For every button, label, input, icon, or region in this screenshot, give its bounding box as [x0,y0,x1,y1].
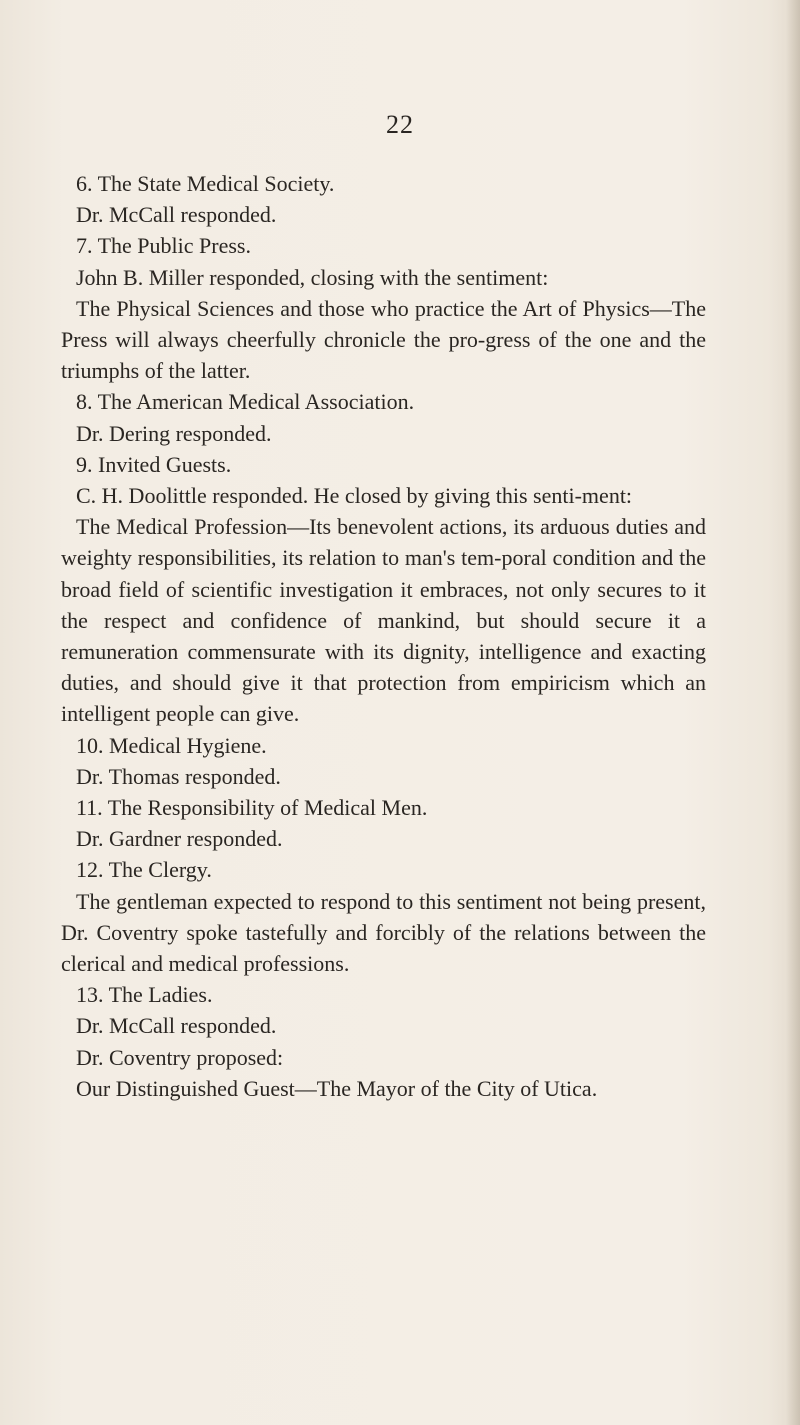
sentiment-paragraph: The Medical Profession—Its benevolent actions, its arduous duties and weighty responsibilities, its relation to man's tem-poral condition and the broad field of scientific investigation it embraces, not only secures to it the respect and confidence of mankind, but should secure it a remuneration commensurate with its dignity, intelligence and exacting duties, and should give it that protection from empiricism which an intelligent people can give. [61,514,706,727]
response-line: Dr. Thomas responded. [76,763,281,789]
sentiment-paragraph: The Physical Sciences and those who practice the Art of Physics—The Press will always cheerfully chronicle the pro-gress of the one and the triumphs of the latter. [61,295,706,384]
response-line: Dr. McCall responded. [76,1013,277,1039]
toast-item-13: 13. The Ladies. [76,982,213,1008]
toast-item-10: 10. Medical Hygiene. [76,732,267,758]
response-line: Dr. Coventry proposed: [76,1044,284,1070]
toast-item-11: 11. The Responsibility of Medical Men. [76,795,428,821]
response-line: C. H. Doolittle responded. He closed by giving this senti-ment: [76,483,633,509]
sentiment-paragraph: Our Distinguished Guest—The Mayor of the City of Utica. [76,1075,598,1101]
toast-item-12: 12. The Clergy. [76,857,212,883]
response-line: Dr. Dering responded. [76,420,272,446]
page-body [61,168,706,1104]
response-line: Dr. Gardner responded. [76,826,283,852]
response-line: Dr. McCall responded. [76,202,277,228]
toast-item-9: 9. Invited Guests. [76,451,232,477]
page-number: 22 [386,110,414,139]
toast-item-6: 6. The State Medical Society. [76,171,335,196]
toast-item-7: 7. The Public Press. [76,233,251,259]
page-edge-shadow [786,0,800,1425]
narrative-paragraph: The gentleman expected to respond to this sentiment not being present, Dr. Coventry spoke tastefully and forcibly of the relations between the clerical and medical professions. [61,888,706,977]
response-line: John B. Miller responded, closing with the sentiment: [76,264,549,290]
toast-item-8: 8. The American Medical Association. [76,389,415,415]
